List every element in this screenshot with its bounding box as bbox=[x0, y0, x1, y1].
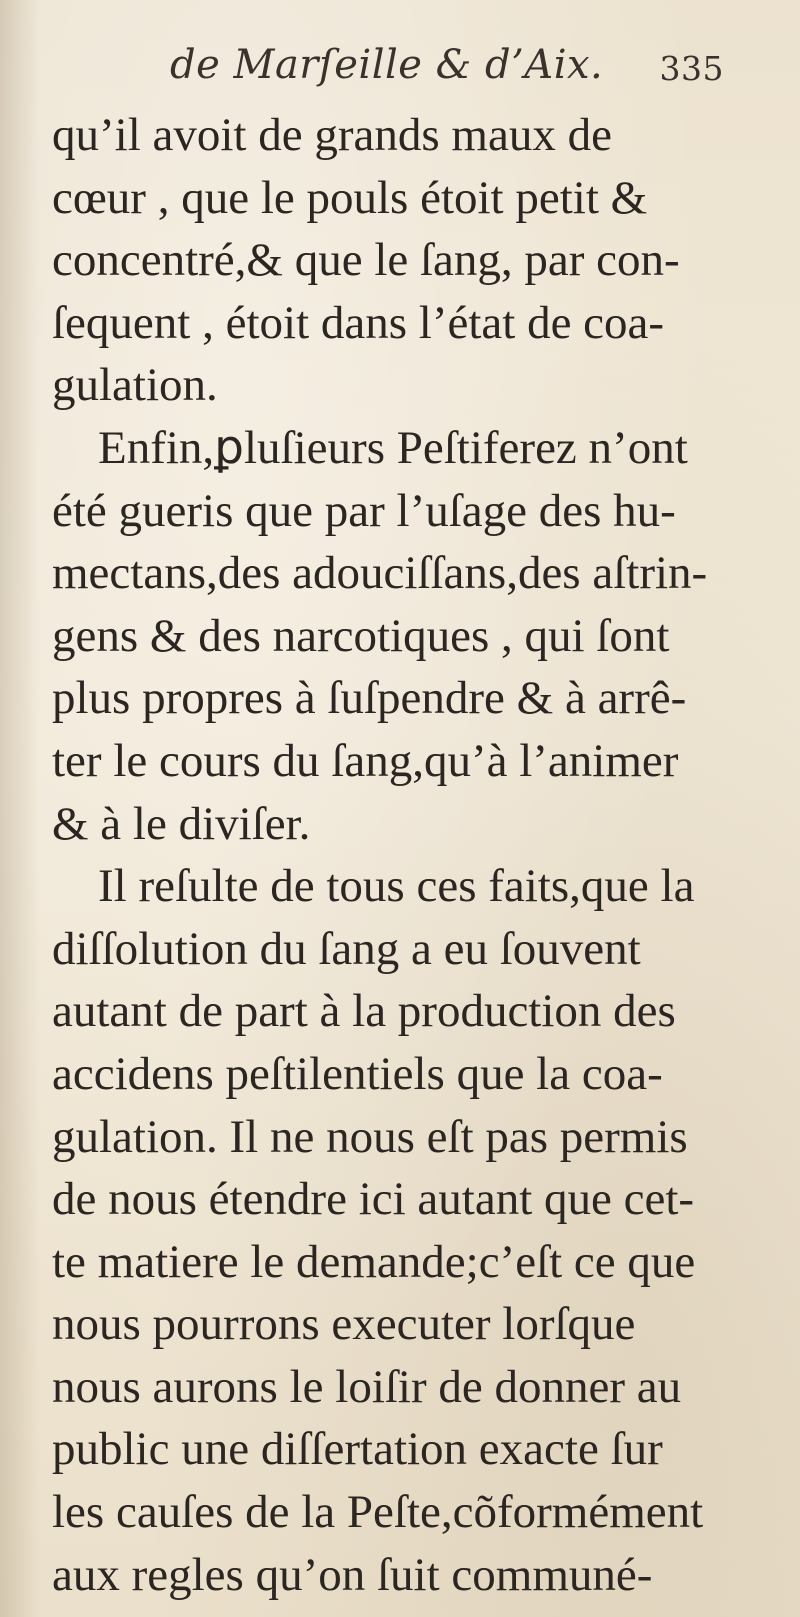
text-line: nous aurons le loiſir de donner au bbox=[52, 1360, 682, 1413]
text-line: aux regles qu’on ſuit communé- bbox=[52, 1548, 653, 1601]
text-line: plus propres à ſuſpendre & à arrê- bbox=[52, 672, 687, 725]
text-line: ter le cours du ſang,qu’à l’animer bbox=[52, 734, 679, 787]
page-number: 335 bbox=[659, 49, 724, 88]
text-line: gulation. Il ne nous eſt pas permis bbox=[52, 1110, 688, 1163]
body-text bbox=[52, 104, 762, 1606]
page-edge-shadow bbox=[0, 0, 40, 1617]
text-line: de nous étendre ici autant que cet- bbox=[52, 1173, 695, 1226]
text-line: te matiere le demande;c’eſt ce que bbox=[52, 1235, 696, 1288]
text-line: mectans,des adouciſſans,des aſtrin- bbox=[52, 547, 708, 600]
text-line: cœur , que le pouls étoit petit & bbox=[52, 171, 648, 224]
text-line: & à le diviſer. bbox=[52, 797, 311, 850]
text-line: nous pourrons executer lorſque bbox=[52, 1298, 636, 1351]
text-line: gens & des narcotiques , qui ſont bbox=[52, 609, 670, 662]
text-line: accidens peſtilentiels que la coa- bbox=[52, 1047, 663, 1100]
running-head-title: de Marſeille & d’Aix. bbox=[170, 42, 604, 88]
text-line: diſſolution du ſang a eu ſouvent bbox=[52, 922, 641, 975]
text-line: ſequent , étoit dans l’état de coa- bbox=[52, 296, 665, 349]
text-line: qu’il avoit de grands maux de bbox=[52, 109, 612, 161]
text-line: autant de part à la production des bbox=[52, 985, 676, 1038]
running-head bbox=[170, 0, 730, 88]
text-line: Il reſulte de tous ces faits,que la bbox=[98, 860, 695, 913]
text-line: gulation. bbox=[52, 359, 218, 412]
text-line: Enfin,ꝑluſieurs Peſtiferez n’ont bbox=[98, 421, 688, 474]
text-line: concentré,& que le ſang, par con- bbox=[52, 234, 680, 287]
text-line: les cauſes de la Peſte,cõformément bbox=[52, 1486, 704, 1539]
text-line: été gueris que par l’uſage des hu- bbox=[52, 484, 676, 537]
text-line: public une diſſertation exacte ſur bbox=[52, 1423, 663, 1476]
